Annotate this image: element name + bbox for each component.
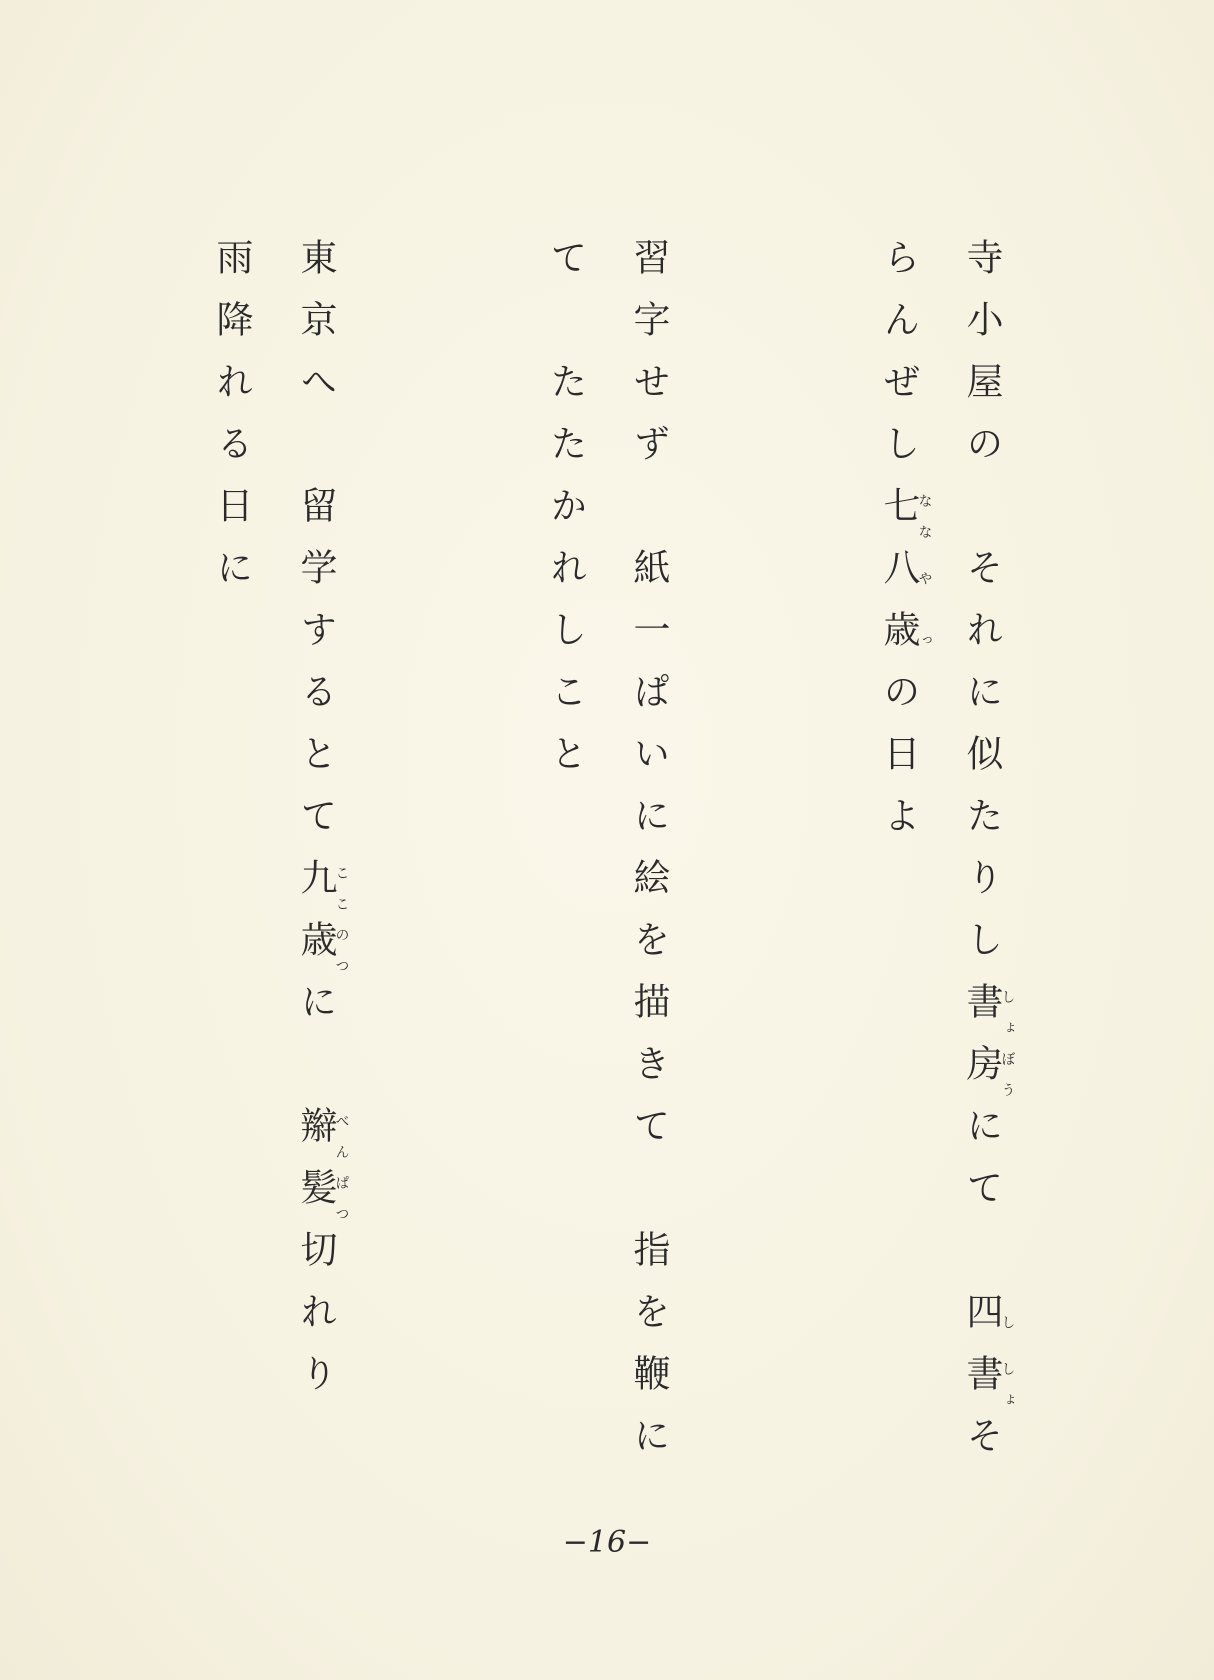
ruby-word: 歳のつ	[294, 920, 350, 982]
text-line-2	[877, 238, 933, 858]
ruby-word: 房ぼう	[960, 1044, 1016, 1106]
page-number: −16−	[562, 1525, 652, 1560]
text-line-3	[627, 238, 670, 1478]
line-text: 寺小屋の それに似たりし	[960, 238, 1003, 982]
line-text: 東京へ 留学するとて	[294, 238, 337, 858]
line-text: に	[294, 982, 337, 1106]
ruby-word: 辮べん	[294, 1106, 350, 1168]
ruby-word: 書しょ	[960, 1354, 1016, 1416]
ruby-word: 九ここ	[294, 858, 350, 920]
line-text: らんぜし	[877, 238, 920, 486]
ruby-word: 歳っ	[877, 610, 933, 672]
text-line-6	[210, 238, 253, 610]
ruby-word: 八や	[877, 548, 933, 610]
line-text: 雨降れる日に	[210, 238, 253, 610]
ruby-word: 七なな	[877, 486, 933, 548]
line-text: て たたかれしこと	[544, 238, 587, 796]
text-line-1	[960, 238, 1016, 1478]
line-text: そ	[960, 1416, 1003, 1478]
text-line-4	[544, 238, 587, 796]
line-text: 切れり	[294, 1230, 337, 1416]
line-text: 習字せず 紙一ぱいに絵を描きて 指を鞭に	[627, 238, 670, 1478]
line-text: の日よ	[877, 672, 920, 858]
ruby-word: 髪ぱつ	[294, 1168, 350, 1230]
ruby-word: 四し	[960, 1292, 1016, 1354]
line-text: にて	[960, 1106, 1003, 1292]
text-line-5	[294, 238, 350, 1416]
ruby-word: 書しょ	[960, 982, 1016, 1044]
